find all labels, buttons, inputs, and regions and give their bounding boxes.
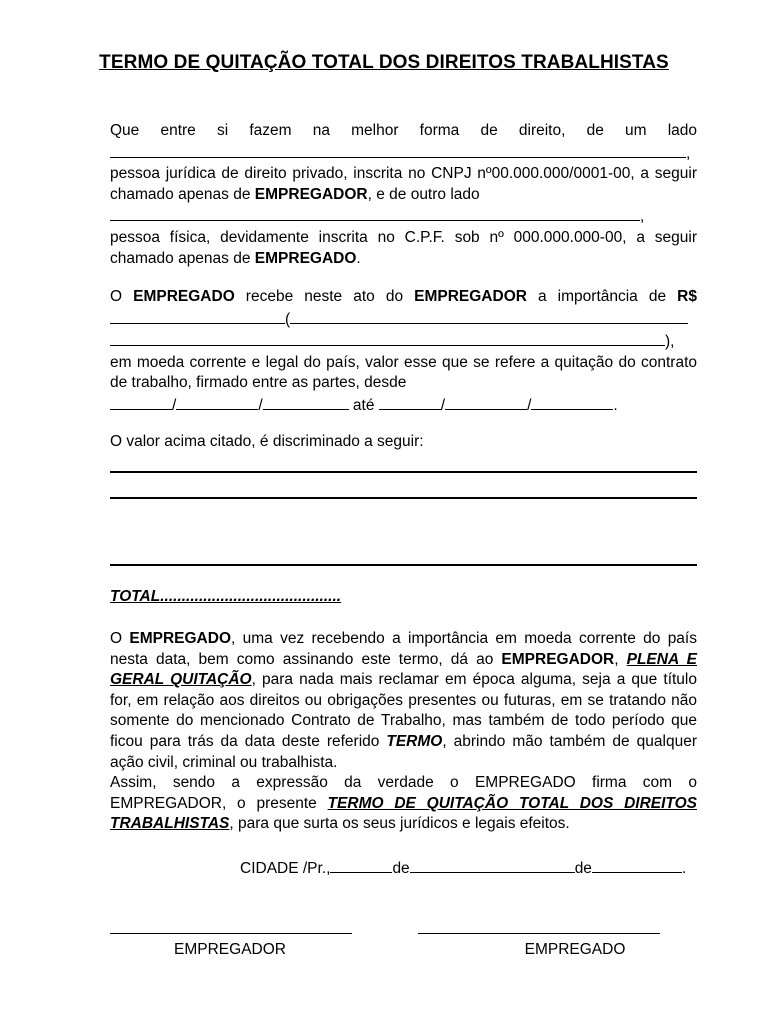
breakdown-intro: O valor acima citado, é discriminado a seguir: <box>110 433 424 450</box>
total-label: TOTAL.......................................... <box>110 588 342 605</box>
amount-blank <box>110 308 285 324</box>
employee-name-blank <box>110 205 640 221</box>
amount-words-blank <box>290 308 688 324</box>
contract-dates: / / até / / . <box>110 394 697 417</box>
breakdown-line-2 <box>110 497 697 499</box>
city-date-line: CIDADE /Pr., de de . <box>240 857 686 878</box>
payment-paragraph: O EMPREGADO recebe neste ato do EMPREGADOR a importância de R$ ( ), em moeda corrente e legal do país, valor esse que se refere a quitação do contrato de trabalho, firmado entre as partes, desde / / até / / . <box>110 287 697 417</box>
amount-words-blank-2 <box>110 330 665 346</box>
release-paragraph: O EMPREGADO, uma vez recebendo a importância em moeda corrente do país nesta data, bem como assinando este termo, dá ao EMPREGADOR, PLENA E GERAL QUITAÇÃO, para nada mais reclamar em época alguma, seja a que título for, em relação aos direitos ou obrigações presentes ou futuras, em se tratando não somente do mencionado Contrato de Trabalho, mas também de todo período que ficou para trás da data deste referido TERMO, abrindo mão também de qualquer ação civil, criminal ou trabalhista. Assim, sendo a expressão da verdade o EMPREGADO firma com o EMPREGADOR, o presente TERMO DE QUITAÇÃO TOTAL DOS DIREITOS TRABALHISTAS, para que surta os seus jurídicos e legais efeitos. <box>110 629 697 835</box>
document-title: TERMO DE QUITAÇÃO TOTAL DOS DIREITOS TRABALHISTAS <box>99 52 669 73</box>
parties-paragraph: Que entre si fazem na melhor forma de direito, de um lado , pessoa jurídica de direito privado, inscrita no CNPJ nº00.000.000/0001-00, a seguir chamado apenas de EMPREGADOR, e de outro lado , pessoa física, devidamente inscrita no C.P.F. sob nº 000.000.000-00, a seguir chamado apenas de EMPREGADO. <box>110 122 697 267</box>
employer-name-blank <box>110 142 686 158</box>
employer-signature-line <box>110 933 352 934</box>
employee-signature-label: EMPREGADO <box>524 941 626 958</box>
employer-signature-label: EMPREGADOR <box>174 941 286 958</box>
breakdown-line-3 <box>110 564 697 566</box>
closing-paragraph: Assim, sendo a expressão da verdade o EMPREGADO firma com o EMPREGADOR, o presente TERMO DE QUITAÇÃO TOTAL DOS DIREITOS TRABALHISTAS, para que surta os seus jurídicos e legais efeitos. <box>110 774 697 833</box>
breakdown-line-1 <box>110 471 697 473</box>
employee-signature-line <box>418 933 660 934</box>
